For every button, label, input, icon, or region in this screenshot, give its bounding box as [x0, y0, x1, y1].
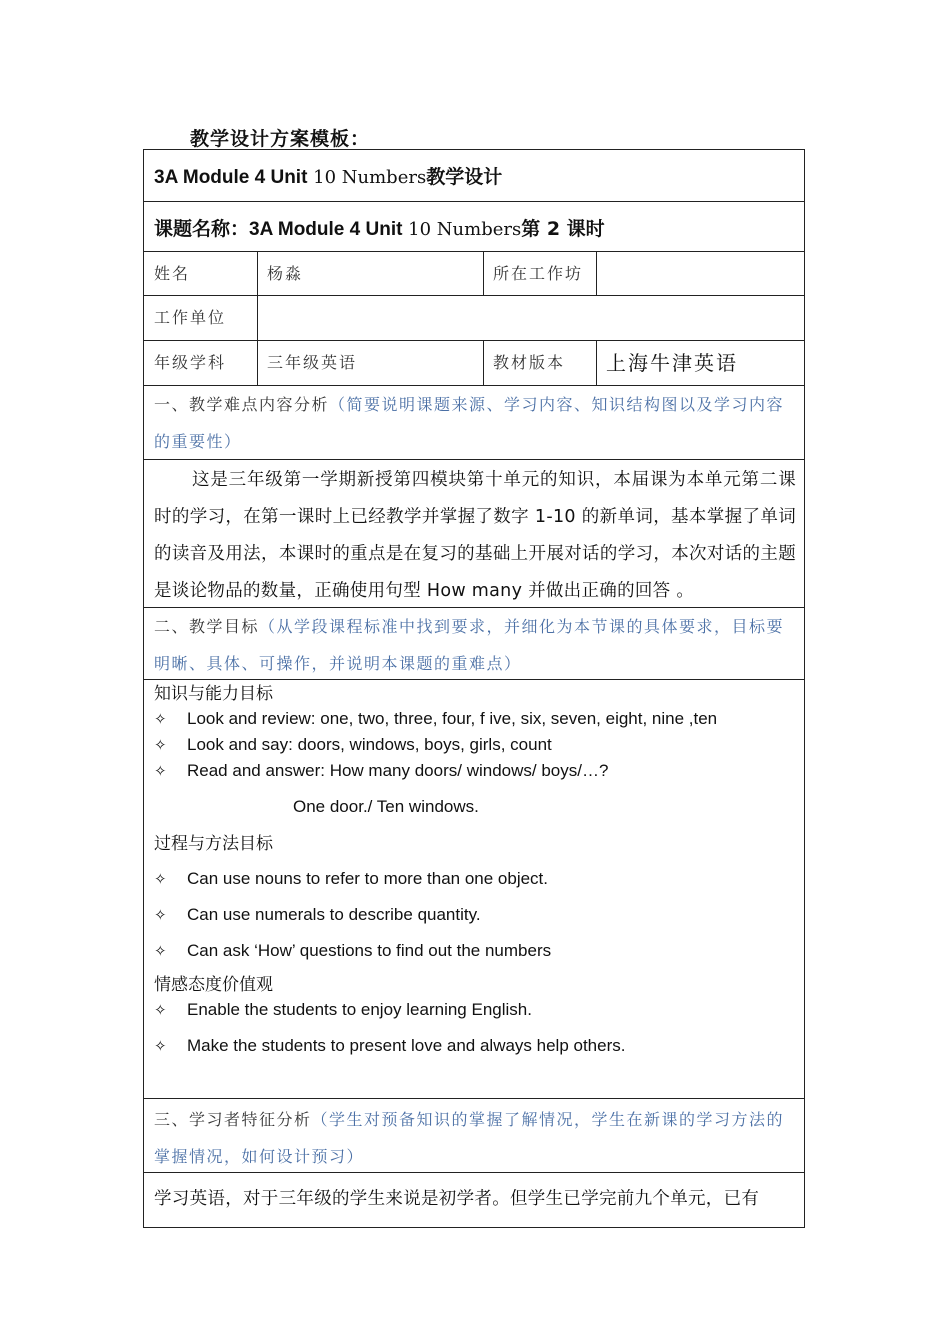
white-four-pointed-star-icon: ✧ — [154, 942, 167, 960]
section3-head-row — [144, 1098, 804, 1172]
section2-goals-row — [144, 679, 804, 1098]
workshop-label: 所在工作坊 — [493, 264, 584, 283]
section1-head-row — [144, 385, 804, 459]
section1-head-text: 一、教学难点内容分析 — [154, 395, 330, 414]
lesson-title-prefix: 3A Module 4 Unit — [249, 219, 403, 240]
section3-head-text: 三、学习者特征分析 — [154, 1110, 312, 1129]
textbook-value: 上海牛津英语 — [606, 351, 738, 375]
white-four-pointed-star-icon: ✧ — [154, 870, 167, 888]
white-four-pointed-star-icon: ✧ — [154, 1037, 167, 1055]
lesson-title — [154, 214, 605, 241]
knowledge-item: ✧ Look and review: one, two, three, four, f ive, six, seven, eight, nine ,ten — [154, 706, 796, 732]
knowledge-item: ✧ Read and answer: How many doors/ windows/ boys/…? — [154, 758, 796, 784]
lesson-title-row — [144, 201, 804, 251]
knowledge-item: ✧ Look and say: doors, windows, boys, girls, count — [154, 732, 796, 758]
emotion-label: 情感态度价值观 — [154, 975, 273, 995]
grade-label: 年级学科 — [154, 353, 227, 372]
section1-heading — [144, 386, 804, 460]
emotion-item: ✧ Enable the students to enjoy learning English. — [154, 998, 796, 1022]
grade-value: 三年级英语 — [267, 353, 358, 372]
section2-head-text: 二、教学目标 — [154, 617, 260, 636]
lesson-title-serif-part: 10 Numbers — [402, 219, 522, 240]
lesson-title-suffix: 第 2 课时 — [521, 218, 605, 240]
lesson-plan-table — [143, 149, 805, 1228]
process-item: ✧ Can use nouns to refer to more than one object. — [154, 861, 796, 897]
title-row — [144, 150, 804, 201]
white-four-pointed-star-icon: ✧ — [154, 736, 167, 754]
white-four-pointed-star-icon: ✧ — [154, 1001, 167, 1019]
section3-note: （学生对预备知识的掌握了解情况，学生在新课的学习方法的掌握情况，如何设计预习） — [154, 1110, 785, 1166]
page-heading: 教学设计方案模板： — [190, 128, 371, 150]
section2-note: （从学段课程标准中找到要求，并细化为本节课的具体要求，目标要明晰、具体、可操作，并说明本课题的重难点） — [154, 617, 785, 673]
unit-label: 工作单位 — [154, 308, 227, 327]
document-title — [154, 162, 502, 189]
process-label: 过程与方法目标 — [154, 834, 273, 854]
knowledge-label: 知识与能力目标 — [154, 684, 273, 704]
section1-body: 这是三年级第一学期新授第四模块第十单元的知识，本届课为本单元第二课时的学习，在第一课时上已经教学并掌握了数字 1-10 的新单词，基本掌握了单词的读音及用法，本课时的重点是在复习的基础上开展对话的学习，本次对话的主题是谈论物品的数量，正确使用句型 How many 并做出正确的回答 。 — [154, 470, 796, 601]
grade-row — [144, 340, 804, 385]
process-item: ✧ Can use numerals to describe quantity. — [154, 897, 796, 933]
name-label: 姓名 — [154, 264, 191, 283]
emotion-item: ✧ Make the students to present love and always help others. — [154, 1028, 796, 1064]
white-four-pointed-star-icon: ✧ — [154, 906, 167, 924]
unit-row — [144, 295, 804, 340]
title-suffix: 教学设计 — [426, 166, 503, 188]
section1-body-row — [144, 459, 804, 607]
section3-body: 学习英语，对于三年级的学生来说是初学者。但学生已学完前九个单元，已有 — [154, 1189, 760, 1209]
goals-content — [144, 682, 804, 1064]
section3-heading — [144, 1101, 804, 1175]
process-item: ✧ Can ask ‘How’ questions to find out the numbers — [154, 933, 796, 969]
section3-body-row — [144, 1172, 804, 1227]
white-four-pointed-star-icon: ✧ — [154, 762, 167, 780]
name-value: 杨淼 — [267, 264, 304, 283]
title-serif-part: 10 Numbers — [307, 167, 427, 188]
textbook-label: 教材版本 — [493, 353, 566, 372]
name-row — [144, 251, 804, 295]
lesson-title-label: 课题名称： — [154, 218, 250, 240]
knowledge-answer: One door./ Ten windows. — [293, 797, 479, 816]
section2-heading — [144, 608, 804, 682]
title-prefix: 3A Module 4 Unit — [154, 167, 308, 188]
section1-note: （简要说明课题来源、学习内容、知识结构图以及学习内容的重要性） — [154, 395, 785, 451]
white-four-pointed-star-icon: ✧ — [154, 710, 167, 728]
section2-head-row — [144, 607, 804, 679]
